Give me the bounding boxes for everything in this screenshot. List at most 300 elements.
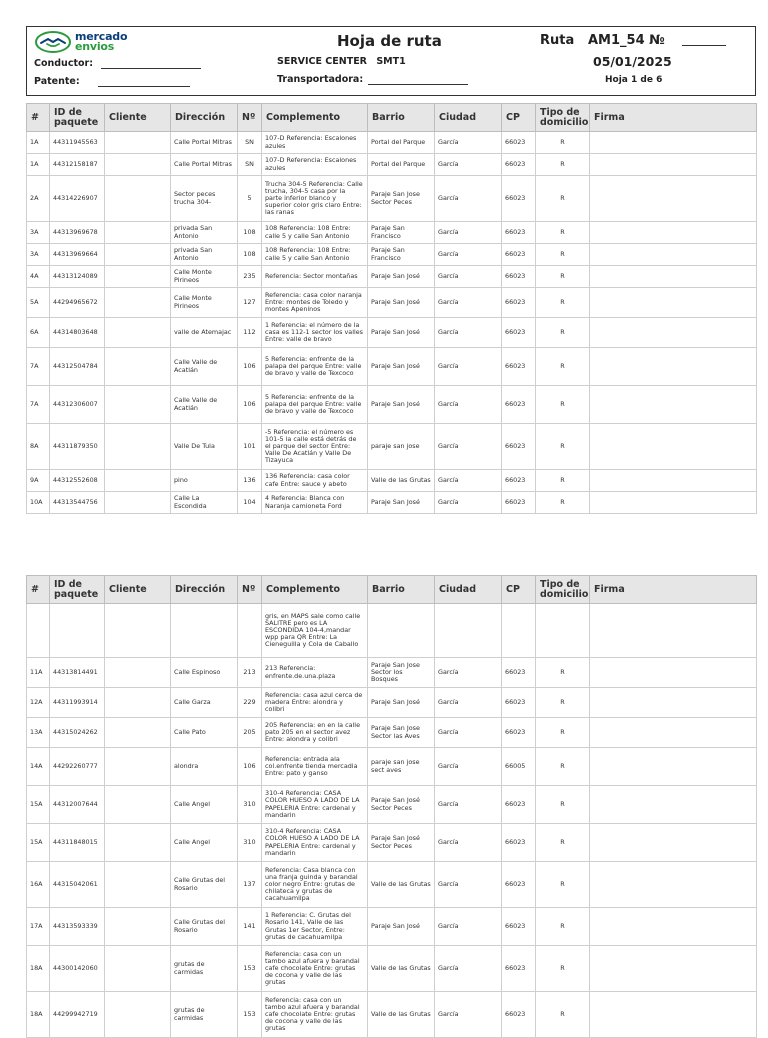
column-header-complemento: Complemento — [262, 104, 368, 132]
column-header-cp: CP — [502, 576, 536, 604]
cell-cp: 66023 — [502, 824, 536, 862]
cell-complemento: 108 Referencia: 108 Entre: calle 5 y calle San Antonio — [262, 222, 368, 244]
cell-firma — [590, 718, 757, 748]
cell-cp: 66023 — [502, 424, 536, 470]
cell-num: 2A — [27, 176, 50, 222]
cell-direccion: valle de Atemajac — [171, 318, 238, 348]
column-header-numero: Nº — [238, 576, 262, 604]
cell-firma — [590, 222, 757, 244]
cell-package-id: 44294965672 — [50, 288, 105, 318]
table-row — [27, 132, 757, 154]
cell-tipo-domicilio: R — [536, 288, 590, 318]
cell-ciudad: García — [435, 386, 502, 424]
cell-cliente — [105, 718, 171, 748]
cell-barrio: Paraje San José Sector Peces — [368, 824, 435, 862]
cell-cp: 66023 — [502, 862, 536, 908]
cell-numero: 112 — [238, 318, 262, 348]
cell-cliente — [105, 604, 171, 658]
cell-ciudad: García — [435, 908, 502, 946]
cell-cp: 66023 — [502, 908, 536, 946]
column-header-package-id: ID de paquete — [50, 576, 105, 604]
cell-tipo-domicilio: R — [536, 424, 590, 470]
cell-complemento: 5 Referencia: enfrente de la palapa del parque Entre: valle de bravo y valle de Texcoco — [262, 348, 368, 386]
cell-num: 1A — [27, 154, 50, 176]
cell-num: 15A — [27, 786, 50, 824]
cell-firma — [590, 492, 757, 514]
cell-direccion: alondra — [171, 748, 238, 786]
table-header-row — [27, 104, 757, 132]
cell-ciudad: García — [435, 288, 502, 318]
conductor-line — [101, 60, 201, 69]
cell-firma — [590, 470, 757, 492]
cell-firma — [590, 604, 757, 658]
table-row — [27, 718, 757, 748]
cell-package-id: 44292260777 — [50, 748, 105, 786]
cell-barrio: Valle de las Grutas — [368, 470, 435, 492]
cell-tipo-domicilio: R — [536, 658, 590, 688]
cell-numero: 101 — [238, 424, 262, 470]
cell-direccion: Valle De Tula — [171, 424, 238, 470]
table-row — [27, 748, 757, 786]
cell-ciudad: García — [435, 176, 502, 222]
cell-firma — [590, 946, 757, 992]
cell-cliente — [105, 266, 171, 288]
cell-ciudad: García — [435, 718, 502, 748]
cell-complemento: 310-4 Referencia: CASA COLOR HUESO A LADO DE LA PAPELERIA Entre: cardenal y mandarin — [262, 786, 368, 824]
cell-tipo-domicilio: R — [536, 688, 590, 718]
logo-text-envios: envios — [75, 40, 115, 53]
cell-cp: 66023 — [502, 244, 536, 266]
table-row — [27, 386, 757, 424]
cell-package-id: 44312007644 — [50, 786, 105, 824]
conductor-field — [34, 58, 201, 69]
cell-numero: SN — [238, 132, 262, 154]
cell-tipo-domicilio: R — [536, 908, 590, 946]
table-row — [27, 946, 757, 992]
column-header-cp: CP — [502, 104, 536, 132]
cell-barrio: Valle de las Grutas — [368, 992, 435, 1038]
table-row — [27, 318, 757, 348]
cell-barrio: Paraje San José — [368, 288, 435, 318]
transportadora-line — [368, 76, 468, 85]
cell-tipo-domicilio — [536, 604, 590, 658]
cell-direccion: privada San Antonio — [171, 222, 238, 244]
cell-numero: 229 — [238, 688, 262, 718]
cell-cliente — [105, 824, 171, 862]
route-sheet-header — [26, 26, 756, 96]
table-row — [27, 688, 757, 718]
service-center-field — [277, 56, 406, 67]
column-header-ciudad: Ciudad — [435, 576, 502, 604]
column-header-firma: Firma — [590, 576, 757, 604]
cell-firma — [590, 992, 757, 1038]
table-row — [27, 424, 757, 470]
cell-direccion: Calle Monte Pirineos — [171, 288, 238, 318]
cell-package-id: 44300142060 — [50, 946, 105, 992]
cell-ciudad: García — [435, 824, 502, 862]
page-title: Hoja de ruta — [337, 32, 442, 50]
cell-num: 13A — [27, 718, 50, 748]
cell-barrio: Paraje San Jose Sector Peces — [368, 176, 435, 222]
cell-ciudad: García — [435, 492, 502, 514]
table-header-row — [27, 576, 757, 604]
cell-numero: 106 — [238, 386, 262, 424]
cell-package-id: 44315024262 — [50, 718, 105, 748]
cell-cp: 66023 — [502, 688, 536, 718]
column-header-barrio: Barrio — [368, 104, 435, 132]
cell-num: 17A — [27, 908, 50, 946]
cell-numero: 108 — [238, 222, 262, 244]
cell-barrio: Portal del Parque — [368, 154, 435, 176]
cell-package-id: 44312504784 — [50, 348, 105, 386]
cell-tipo-domicilio: R — [536, 266, 590, 288]
cell-package-id: 44312158187 — [50, 154, 105, 176]
cell-cp: 66023 — [502, 318, 536, 348]
cell-numero: 5 — [238, 176, 262, 222]
cell-direccion: Calle Angel — [171, 786, 238, 824]
patente-field — [34, 76, 190, 87]
cell-num: 16A — [27, 862, 50, 908]
cell-complemento: 107-D Referencia: Escalones azules — [262, 154, 368, 176]
column-header-ciudad: Ciudad — [435, 104, 502, 132]
column-header-num: # — [27, 576, 50, 604]
cell-tipo-domicilio: R — [536, 992, 590, 1038]
cell-complemento: 1 Referencia: C. Grutas del Rosario 141, Valle de las Grutas 1er Sector, Entre: grutas de cacahuamilpa — [262, 908, 368, 946]
cell-direccion: Calle Portal Mitras — [171, 132, 238, 154]
cell-cp: 66023 — [502, 718, 536, 748]
cell-complemento: 136 Referencia: casa color cafe Entre: sauce y abeto — [262, 470, 368, 492]
service-center-value: SMT1 — [376, 56, 406, 67]
cell-num: 4A — [27, 266, 50, 288]
cell-direccion: Calle Valle de Acatlán — [171, 348, 238, 386]
cell-num: 1A — [27, 132, 50, 154]
cell-complemento: Referencia: casa con un tambo azul afuera y barandal cafe chocolate Entre: grutas de cocona y valle de las grutas — [262, 992, 368, 1038]
cell-barrio: Paraje San José — [368, 492, 435, 514]
cell-firma — [590, 908, 757, 946]
cell-complemento: 310-4 Referencia: CASA COLOR HUESO A LADO DE LA PAPELERIA Entre: cardenal y mandarin — [262, 824, 368, 862]
cell-tipo-domicilio: R — [536, 132, 590, 154]
cell-ciudad: García — [435, 862, 502, 908]
cell-package-id — [50, 604, 105, 658]
cell-direccion — [171, 604, 238, 658]
cell-package-id: 44313593339 — [50, 908, 105, 946]
table-row — [27, 658, 757, 688]
cell-package-id: 44314803648 — [50, 318, 105, 348]
cell-cliente — [105, 348, 171, 386]
cell-cliente — [105, 288, 171, 318]
cell-numero: 153 — [238, 946, 262, 992]
cell-complemento: Trucha 304-5 Referencia: Calle trucha, 304-5 casa por la parte inferior blanco y superior color gris claro Entre: las ranas — [262, 176, 368, 222]
table-row — [27, 786, 757, 824]
cell-num: 7A — [27, 348, 50, 386]
column-header-tipo-domicilio: Tipo de domicilio — [536, 104, 590, 132]
cell-cp: 66023 — [502, 992, 536, 1038]
column-header-cliente: Cliente — [105, 576, 171, 604]
cell-barrio: paraje san jose sect aves — [368, 748, 435, 786]
cell-tipo-domicilio: R — [536, 824, 590, 862]
route-table-2 — [26, 575, 757, 1038]
cell-cp: 66023 — [502, 348, 536, 386]
cell-package-id: 44315042061 — [50, 862, 105, 908]
cell-cliente — [105, 244, 171, 266]
cell-barrio: Paraje San José — [368, 688, 435, 718]
cell-firma — [590, 386, 757, 424]
cell-cliente — [105, 132, 171, 154]
logo-text-mercado: mercado — [75, 30, 128, 43]
cell-direccion: Sector peces trucha 304- — [171, 176, 238, 222]
cell-cp: 66023 — [502, 266, 536, 288]
cell-package-id: 44313814491 — [50, 658, 105, 688]
patente-line — [98, 78, 190, 87]
cell-barrio: Paraje San José — [368, 908, 435, 946]
cell-num — [27, 604, 50, 658]
cell-num: 12A — [27, 688, 50, 718]
transportadora-field — [277, 74, 468, 85]
cell-barrio: Paraje San José — [368, 318, 435, 348]
cell-tipo-domicilio: R — [536, 222, 590, 244]
cell-package-id: 44313124089 — [50, 266, 105, 288]
cell-firma — [590, 748, 757, 786]
cell-cp: 66023 — [502, 288, 536, 318]
cell-barrio — [368, 604, 435, 658]
table-row — [27, 288, 757, 318]
table-row — [27, 154, 757, 176]
cell-numero: 108 — [238, 244, 262, 266]
column-header-direccion: Dirección — [171, 104, 238, 132]
cell-num: 18A — [27, 992, 50, 1038]
cell-cp: 66023 — [502, 154, 536, 176]
cell-package-id: 44311945563 — [50, 132, 105, 154]
cell-tipo-domicilio: R — [536, 386, 590, 424]
cell-firma — [590, 862, 757, 908]
cell-ciudad: García — [435, 244, 502, 266]
cell-numero: 213 — [238, 658, 262, 688]
cell-package-id: 44311879350 — [50, 424, 105, 470]
cell-direccion: Calle La Escondida — [171, 492, 238, 514]
patente-label: Patente: — [34, 76, 80, 87]
cell-barrio: Paraje San Jose Sector las Aves — [368, 718, 435, 748]
cell-num: 14A — [27, 748, 50, 786]
cell-tipo-domicilio: R — [536, 718, 590, 748]
cell-numero: 153 — [238, 992, 262, 1038]
table-row — [27, 244, 757, 266]
cell-tipo-domicilio: R — [536, 244, 590, 266]
cell-firma — [590, 786, 757, 824]
cell-num: 3A — [27, 222, 50, 244]
cell-barrio: Paraje San Francisco — [368, 222, 435, 244]
cell-direccion: grutas de carmidas — [171, 946, 238, 992]
cell-numero: 310 — [238, 824, 262, 862]
cell-barrio: paraje san jose — [368, 424, 435, 470]
cell-package-id: 44312552608 — [50, 470, 105, 492]
cell-complemento: 5 Referencia: enfrente de la palapa del parque Entre: valle de bravo y valle de Texcoco — [262, 386, 368, 424]
cell-complemento: 107-D Referencia: Escalones azules — [262, 132, 368, 154]
cell-package-id: 44299942719 — [50, 992, 105, 1038]
cell-cliente — [105, 748, 171, 786]
cell-num: 9A — [27, 470, 50, 492]
cell-barrio: Paraje San Jose Sector los Bosques — [368, 658, 435, 688]
cell-direccion: Calle Angel — [171, 824, 238, 862]
column-header-tipo-domicilio: Tipo de domicilio — [536, 576, 590, 604]
column-header-package-id: ID de paquete — [50, 104, 105, 132]
cell-direccion: Calle Valle de Acatlán — [171, 386, 238, 424]
cell-cp: 66023 — [502, 946, 536, 992]
cell-firma — [590, 288, 757, 318]
cell-direccion: grutas de carmidas — [171, 992, 238, 1038]
cell-complemento: 1 Referencia: el número de la casa es 112-1 sector los valles Entre: valle de bravo — [262, 318, 368, 348]
cell-firma — [590, 424, 757, 470]
route-table-1 — [26, 103, 757, 514]
cell-cp: 66023 — [502, 492, 536, 514]
conductor-label: Conductor: — [34, 58, 94, 69]
cell-barrio: Paraje San José Sector Peces — [368, 786, 435, 824]
cell-direccion: Calle Grutas del Rosario — [171, 908, 238, 946]
table-row — [27, 604, 757, 658]
cell-cliente — [105, 862, 171, 908]
cell-firma — [590, 132, 757, 154]
cell-cp — [502, 604, 536, 658]
cell-cp: 66023 — [502, 222, 536, 244]
cell-complemento: Referencia: Sector montañas — [262, 266, 368, 288]
table-row — [27, 470, 757, 492]
cell-cp: 66023 — [502, 658, 536, 688]
cell-firma — [590, 658, 757, 688]
cell-package-id: 44314226907 — [50, 176, 105, 222]
cell-barrio: Portal del Parque — [368, 132, 435, 154]
cell-numero: 106 — [238, 348, 262, 386]
cell-numero: SN — [238, 154, 262, 176]
cell-numero: 205 — [238, 718, 262, 748]
cell-ciudad: García — [435, 786, 502, 824]
cell-firma — [590, 244, 757, 266]
ruta-label: Ruta — [540, 33, 575, 48]
cell-complemento: Referencia: entrada ala col.enfrente tienda mercadia Entre: pato y ganso — [262, 748, 368, 786]
cell-complemento: Referencia: casa con un tambo azul afuera y barandal cafe chocolate Entre: grutas de cocona y valle de las grutas — [262, 946, 368, 992]
cell-direccion: Calle Espinoso — [171, 658, 238, 688]
cell-ciudad: García — [435, 424, 502, 470]
cell-tipo-domicilio: R — [536, 348, 590, 386]
ruta-value: AM1_54 № — [588, 33, 665, 48]
cell-ciudad: García — [435, 318, 502, 348]
cell-firma — [590, 824, 757, 862]
cell-barrio: Paraje San José — [368, 348, 435, 386]
cell-cliente — [105, 908, 171, 946]
cell-cliente — [105, 386, 171, 424]
table-row — [27, 992, 757, 1038]
cell-firma — [590, 348, 757, 386]
cell-num: 10A — [27, 492, 50, 514]
cell-complemento: Referencia: casa color naranja Entre: montes de Toledo y montes Apeninos — [262, 288, 368, 318]
cell-numero: 310 — [238, 786, 262, 824]
cell-barrio: Paraje San José — [368, 266, 435, 288]
cell-numero: 136 — [238, 470, 262, 492]
cell-cliente — [105, 992, 171, 1038]
cell-numero: 104 — [238, 492, 262, 514]
ruta-number-line — [682, 45, 726, 46]
cell-cp: 66023 — [502, 176, 536, 222]
column-header-barrio: Barrio — [368, 576, 435, 604]
cell-num: 5A — [27, 288, 50, 318]
cell-complemento: 213 Referencia: enfrente.de.una.plaza — [262, 658, 368, 688]
cell-direccion: pino — [171, 470, 238, 492]
cell-direccion: privada San Antonio — [171, 244, 238, 266]
transportadora-label: Transportadora: — [277, 74, 364, 85]
cell-num: 15A — [27, 824, 50, 862]
cell-cp: 66023 — [502, 386, 536, 424]
cell-firma — [590, 688, 757, 718]
cell-tipo-domicilio: R — [536, 154, 590, 176]
column-header-numero: Nº — [238, 104, 262, 132]
cell-package-id: 44311848015 — [50, 824, 105, 862]
table-row — [27, 492, 757, 514]
column-header-num: # — [27, 104, 50, 132]
cell-ciudad: García — [435, 222, 502, 244]
cell-package-id: 44313969678 — [50, 222, 105, 244]
cell-numero: 127 — [238, 288, 262, 318]
cell-barrio: Valle de las Grutas — [368, 946, 435, 992]
cell-num: 3A — [27, 244, 50, 266]
table-row — [27, 908, 757, 946]
cell-ciudad: García — [435, 266, 502, 288]
cell-cliente — [105, 658, 171, 688]
cell-firma — [590, 318, 757, 348]
cell-complemento: 4 Referencia: Blanca con Naranja camioneta Ford — [262, 492, 368, 514]
cell-ciudad: García — [435, 470, 502, 492]
cell-package-id: 44312306007 — [50, 386, 105, 424]
cell-ciudad: García — [435, 348, 502, 386]
cell-ciudad: García — [435, 748, 502, 786]
cell-firma — [590, 154, 757, 176]
cell-ciudad — [435, 604, 502, 658]
cell-cliente — [105, 786, 171, 824]
cell-tipo-domicilio: R — [536, 946, 590, 992]
cell-complemento: gris, en MAPS sale como calle SALITRE pero es LA ESCONDIDA 104-4,mandar wpp para QR Entre: La Cieneguilla y Cola de Caballo — [262, 604, 368, 658]
cell-package-id: 44313969664 — [50, 244, 105, 266]
cell-tipo-domicilio: R — [536, 748, 590, 786]
cell-ciudad: García — [435, 132, 502, 154]
cell-tipo-domicilio: R — [536, 470, 590, 492]
cell-cp: 66023 — [502, 470, 536, 492]
cell-numero: 141 — [238, 908, 262, 946]
cell-num: 11A — [27, 658, 50, 688]
cell-complemento: 108 Referencia: 108 Entre: calle 5 y calle San Antonio — [262, 244, 368, 266]
table-row — [27, 824, 757, 862]
column-header-cliente: Cliente — [105, 104, 171, 132]
cell-cliente — [105, 318, 171, 348]
cell-direccion: Calle Pato — [171, 718, 238, 748]
cell-complemento: Referencia: Casa blanca con una franja guinda y barandal color negro Entre: grutas de chilateca y grutas de cacahuamilpa — [262, 862, 368, 908]
route-date: 05/01/2025 — [593, 54, 672, 69]
cell-tipo-domicilio: R — [536, 492, 590, 514]
cell-firma — [590, 266, 757, 288]
cell-barrio: Valle de las Grutas — [368, 862, 435, 908]
cell-ciudad: García — [435, 688, 502, 718]
cell-cliente — [105, 176, 171, 222]
column-header-complemento: Complemento — [262, 576, 368, 604]
cell-ciudad: García — [435, 992, 502, 1038]
cell-complemento: 205 Referencia: en en la calle pato 205 en el sector avez Entre: alondra y colibri — [262, 718, 368, 748]
cell-ciudad: García — [435, 946, 502, 992]
cell-cliente — [105, 222, 171, 244]
cell-tipo-domicilio: R — [536, 786, 590, 824]
table-row — [27, 348, 757, 386]
cell-numero: 106 — [238, 748, 262, 786]
cell-barrio: Paraje San José — [368, 386, 435, 424]
cell-num: 8A — [27, 424, 50, 470]
cell-cliente — [105, 946, 171, 992]
cell-num: 18A — [27, 946, 50, 992]
table-row — [27, 222, 757, 244]
